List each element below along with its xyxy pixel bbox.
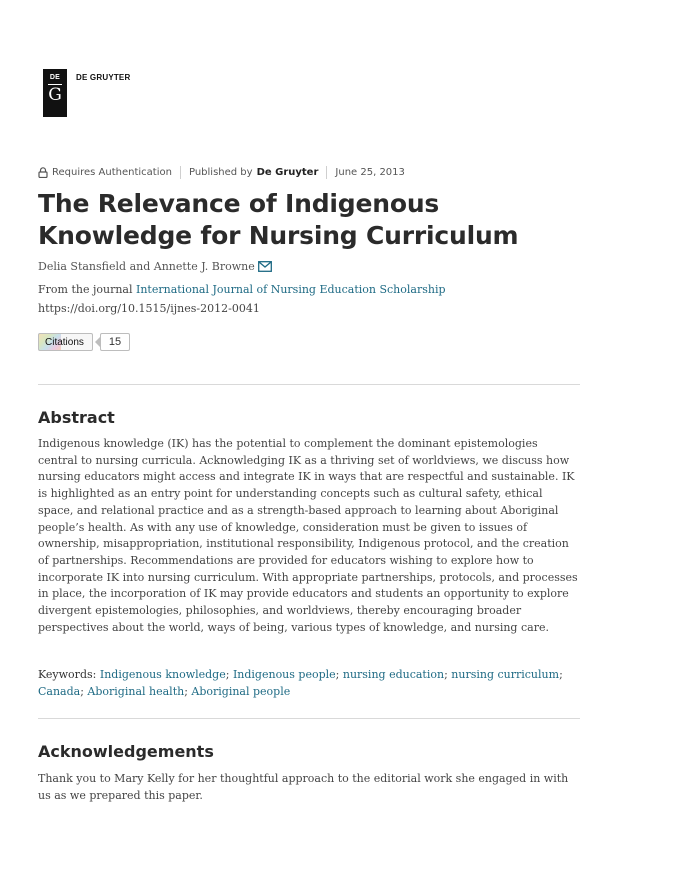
journal-prefix: From the journal [38,283,133,296]
access-status: Requires Authentication [52,167,172,178]
abstract-body: Indigenous knowledge (IK) has the potential to complement the dominant epistemologies central to nursing curricula. Acknowledging IK as a thriving set of worldviews, we discuss how nursing educators might access and integrate IK in ways that are respectful and sustainable. IK is highlighted as an entry point for understanding concepts such as cultural safety, ethical space, and relational practice and as a strength-based approach to learning about Aboriginal people’s health. As with any use of knowledge, consideration must be given to issues of ownership, misappropriation, institutional responsibility, Indigenous protocol, and the creation of partnerships. Recommendations are provided for educators wishing to explore how to incorporate IK into nursing curriculum. With appropriate partnerships, protocols, and processes in place, the incorporation of IK may provide educators and students an opportunity to explore divergent epistemologies, philosophies, and worldviews, thereby encouraging broader perspectives about the world, ways of being, various types of knowledge, and nursing care. [38,437,578,634]
keyword-link[interactable]: Aboriginal people [191,685,291,698]
doi-link[interactable]: https://doi.org/10.1515/ijnes-2012-0041 [38,302,260,315]
logo-wordmark: DE GRUYTER [76,73,131,82]
keyword-link[interactable]: nursing curriculum [451,668,560,681]
citations-count[interactable]: 15 [100,333,130,351]
lock-icon [38,167,48,178]
author-names[interactable]: Delia Stansfield and Annette J. Browne [38,260,255,273]
article-meta-bar [38,166,405,179]
journal-source [38,283,446,296]
logo-mark-bottom: G [48,85,62,105]
mail-icon[interactable] [258,261,272,272]
keywords: Keywords: Indigenous knowledge; Indigenous people; nursing education; nursing curriculum; Canada; Aboriginal health; Aboriginal people [38,668,563,698]
keyword-link[interactable]: Aboriginal health [87,685,185,698]
meta-divider [180,166,181,179]
keywords-label: Keywords: [38,668,97,681]
publisher-link[interactable]: De Gruyter [256,167,319,178]
article-title: The Relevance of Indigenous Knowledge for Nursing Curriculum [38,189,519,250]
acknowledgements-heading: Acknowledgements [38,742,214,761]
published-by-label: Published by [188,167,253,178]
logo-mark [43,69,67,117]
citations-badge[interactable] [38,333,93,351]
keyword-link[interactable]: Canada [38,685,81,698]
citations-widget[interactable] [38,333,130,351]
journal-link[interactable]: International Journal of Nursing Education Scholarship [136,283,446,296]
acknowledgements-body: Thank you to Mary Kelly for her thoughtful approach to the editorial work she engaged in with us as we prepared this paper. [38,772,569,802]
citations-label: Citations [45,336,84,348]
logo-mark-top: DE [49,74,61,81]
publisher-logo[interactable] [43,69,130,117]
article-authors [38,260,272,273]
section-divider [38,718,580,719]
publication-date: June 25, 2013 [335,167,405,178]
keyword-link[interactable]: Indigenous people [232,668,336,681]
section-divider [38,384,580,385]
keyword-link[interactable]: Indigenous knowledge [99,668,226,681]
meta-divider [326,166,327,179]
keyword-link[interactable]: nursing education [342,668,445,681]
abstract-heading: Abstract [38,408,115,427]
